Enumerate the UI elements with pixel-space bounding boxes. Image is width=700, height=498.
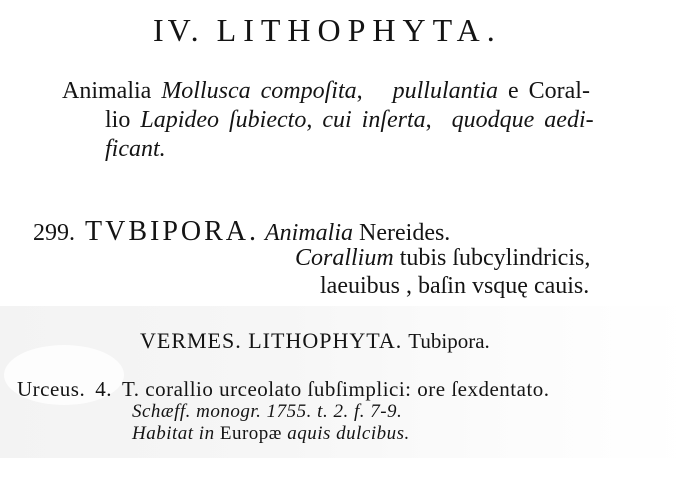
italic-run: Habitat in (132, 423, 220, 444)
italic-run: ficant. (105, 136, 166, 162)
text-run: tubis ſubcylindricis, (393, 245, 591, 271)
italic-run: Animalia (265, 220, 354, 246)
genus-heading (33, 216, 450, 248)
italic-run: aquis dulcibus. (281, 423, 410, 444)
italic-run: pullulantia (392, 78, 498, 104)
species-habitat (132, 423, 410, 445)
text-run: , (306, 107, 323, 133)
classification-main: VERMES. LITHOPHYTA. (140, 328, 403, 353)
text-run: Nereides. (353, 220, 451, 246)
title-text: LITHOPHYTA. (216, 12, 502, 48)
definition-line-1 (62, 78, 590, 105)
italic-run: Mollusca compoſita (161, 78, 357, 104)
definition-line-3 (105, 136, 166, 163)
genus-name: TVBIPORA. (85, 216, 260, 247)
genus-line-3 (320, 273, 589, 300)
italic-run: cui inſerta (322, 107, 426, 133)
text-run: e Coral- (497, 78, 590, 104)
italic-run: Lapideo ſubiecto (140, 107, 307, 133)
text-run: Animalia (62, 78, 162, 104)
species-reference (132, 401, 402, 423)
text-run: , (425, 107, 442, 133)
classification-line (140, 328, 490, 354)
italic-run: quodque aedi- (451, 107, 594, 133)
species-name: Urceus. (17, 377, 86, 401)
italic-run: Schæff. monogr. 1755. t. 2. f. 7-9. (132, 401, 403, 422)
text-run: lio (105, 107, 141, 133)
genus-number: 299. (33, 220, 75, 246)
title-numeral: IV. (153, 12, 203, 48)
species-description: T. corallio urceolato ſubſimplici: ore ſexdentato. (121, 377, 550, 401)
classification-genus: Tubipora. (408, 329, 490, 353)
species-line-1 (17, 377, 550, 402)
text-run: , (356, 78, 373, 104)
text-run: Europæ (219, 423, 282, 444)
italic-run: Corallium (295, 245, 394, 271)
species-number: 4. (95, 377, 112, 401)
text-run: laeuibus , baſin vsquę cauis. (320, 273, 590, 299)
definition-line-2 (105, 107, 594, 134)
genus-line-2 (295, 245, 590, 272)
page-title (153, 12, 502, 49)
